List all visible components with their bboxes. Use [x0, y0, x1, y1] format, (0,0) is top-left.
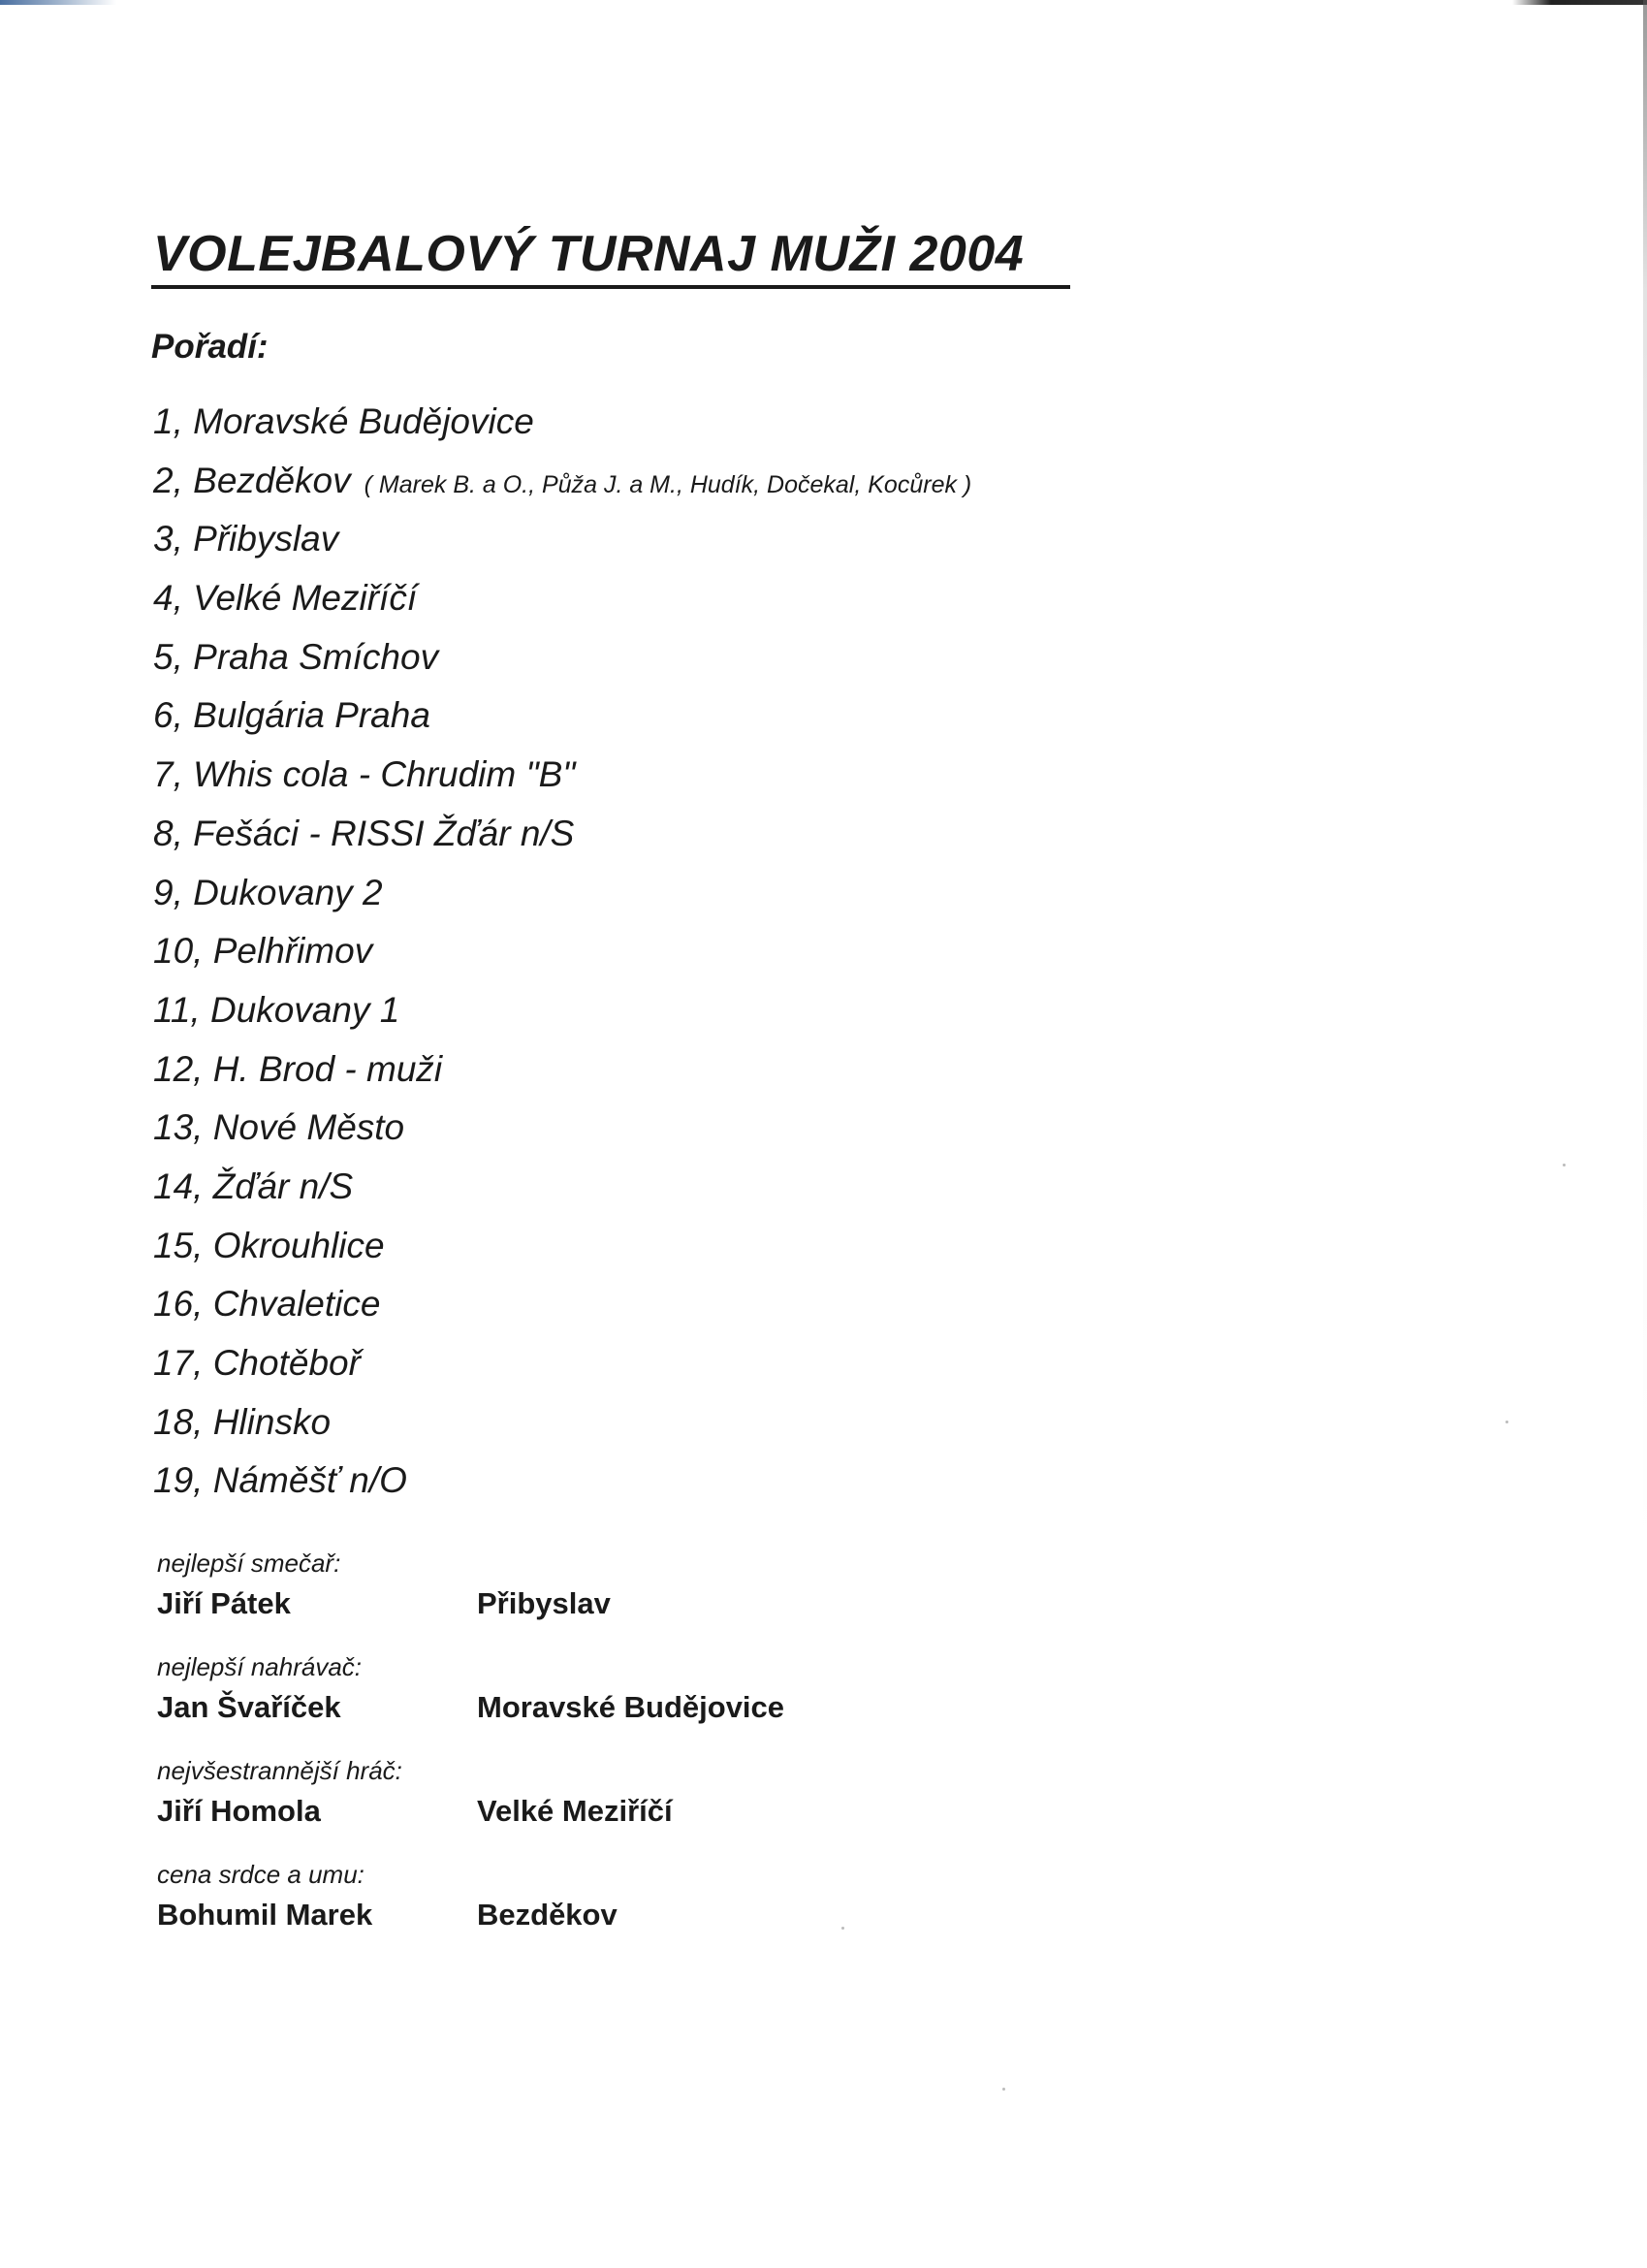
award-category: cena srdce a umu:	[157, 1860, 364, 1889]
ranking-item-3	[153, 518, 971, 577]
ranking-team: 11, Dukovany 1	[153, 989, 400, 1030]
ranking-item-10	[153, 930, 971, 989]
award-player-team: Moravské Budějovice	[477, 1690, 785, 1724]
ranking-item-13	[153, 1106, 971, 1166]
ranking-team: 8, Fešáci - RISSI Žďár n/S	[153, 813, 575, 853]
ranking-team: 9, Dukovany 2	[153, 872, 383, 912]
award-player-name: Bohumil Marek	[157, 1898, 373, 1932]
ranking-item-6	[153, 694, 971, 753]
award-category: nejvšestrannější hráč:	[157, 1756, 402, 1785]
ranking-item-8	[153, 813, 971, 872]
award-category: nejlepší smečař:	[157, 1549, 341, 1578]
award-row	[157, 1787, 673, 1858]
award-player-name: Jan Švaříček	[157, 1690, 341, 1724]
scan-speck	[1563, 1164, 1566, 1166]
ranking-item-11	[153, 989, 971, 1048]
scan-speck	[1002, 2088, 1005, 2091]
ranking-team: 2, Bezděkov	[153, 460, 351, 500]
award-player-team: Velké Meziříčí	[477, 1794, 673, 1828]
ranking-team: 6, Bulgária Praha	[153, 695, 430, 736]
ranking-team: 18, Hlinsko	[153, 1401, 332, 1442]
award-player-team: Přibyslav	[477, 1586, 611, 1620]
ranking-team: 19, Náměšť n/O	[153, 1460, 407, 1501]
scan-top-edge	[0, 0, 1647, 5]
awards-section	[157, 1547, 785, 1962]
ranking-item-17	[153, 1342, 971, 1401]
ranking-item-9	[153, 872, 971, 931]
ranking-team: 4, Velké Meziříčí	[153, 578, 418, 619]
ranking-team: 14, Žďár n/S	[153, 1166, 354, 1206]
ranking-heading: Pořadí:	[151, 328, 269, 366]
ranking-item-19	[153, 1459, 971, 1518]
scan-speck	[841, 1927, 844, 1930]
ranking-team: 17, Chotěboř	[153, 1343, 361, 1383]
ranking-team: 15, Okrouhlice	[153, 1225, 385, 1265]
ranking-item-1	[153, 400, 971, 460]
award-row	[157, 1580, 611, 1650]
ranking-item-7	[153, 753, 971, 813]
ranking-item-14	[153, 1166, 971, 1225]
ranking-team: 10, Pelhřimov	[153, 931, 373, 972]
ranking-team: 13, Nové Město	[153, 1107, 405, 1148]
scan-right-edge	[1643, 0, 1647, 2268]
award-player-team: Bezděkov	[477, 1898, 618, 1932]
ranking-team: 7, Whis cola - Chrudim "B"	[153, 754, 576, 795]
award-row	[157, 1683, 785, 1754]
ranking-team: 5, Praha Smíchov	[153, 636, 439, 677]
ranking-item-16	[153, 1283, 971, 1342]
award-player-name: Jiří Pátek	[157, 1586, 291, 1620]
ranking-team: 1, Moravské Budějovice	[153, 401, 534, 441]
scan-speck	[1505, 1421, 1508, 1423]
ranking-team: 16, Chvaletice	[153, 1284, 381, 1325]
ranking-item-12	[153, 1048, 971, 1107]
ranking-item-15	[153, 1225, 971, 1284]
ranking-team: 12, H. Brod - muži	[153, 1048, 443, 1089]
ranking-item-18	[153, 1401, 971, 1460]
award-row	[157, 1891, 618, 1962]
ranking-item-4	[153, 577, 971, 636]
team-roster-note: ( Marek B. a O., Půža J. a M., Hudík, Dočekal, Kocůrek )	[364, 470, 972, 498]
award-player-name: Jiří Homola	[157, 1794, 321, 1828]
ranking-item-2	[153, 460, 971, 519]
ranking-team: 3, Přibyslav	[153, 519, 339, 559]
award-category: nejlepší nahrávač:	[157, 1652, 363, 1681]
ranking-list	[153, 400, 971, 1518]
title-underline	[151, 285, 1070, 289]
ranking-item-5	[153, 636, 971, 695]
document-title: VOLEJBALOVÝ TURNAJ MUŽI 2004	[153, 226, 1025, 282]
